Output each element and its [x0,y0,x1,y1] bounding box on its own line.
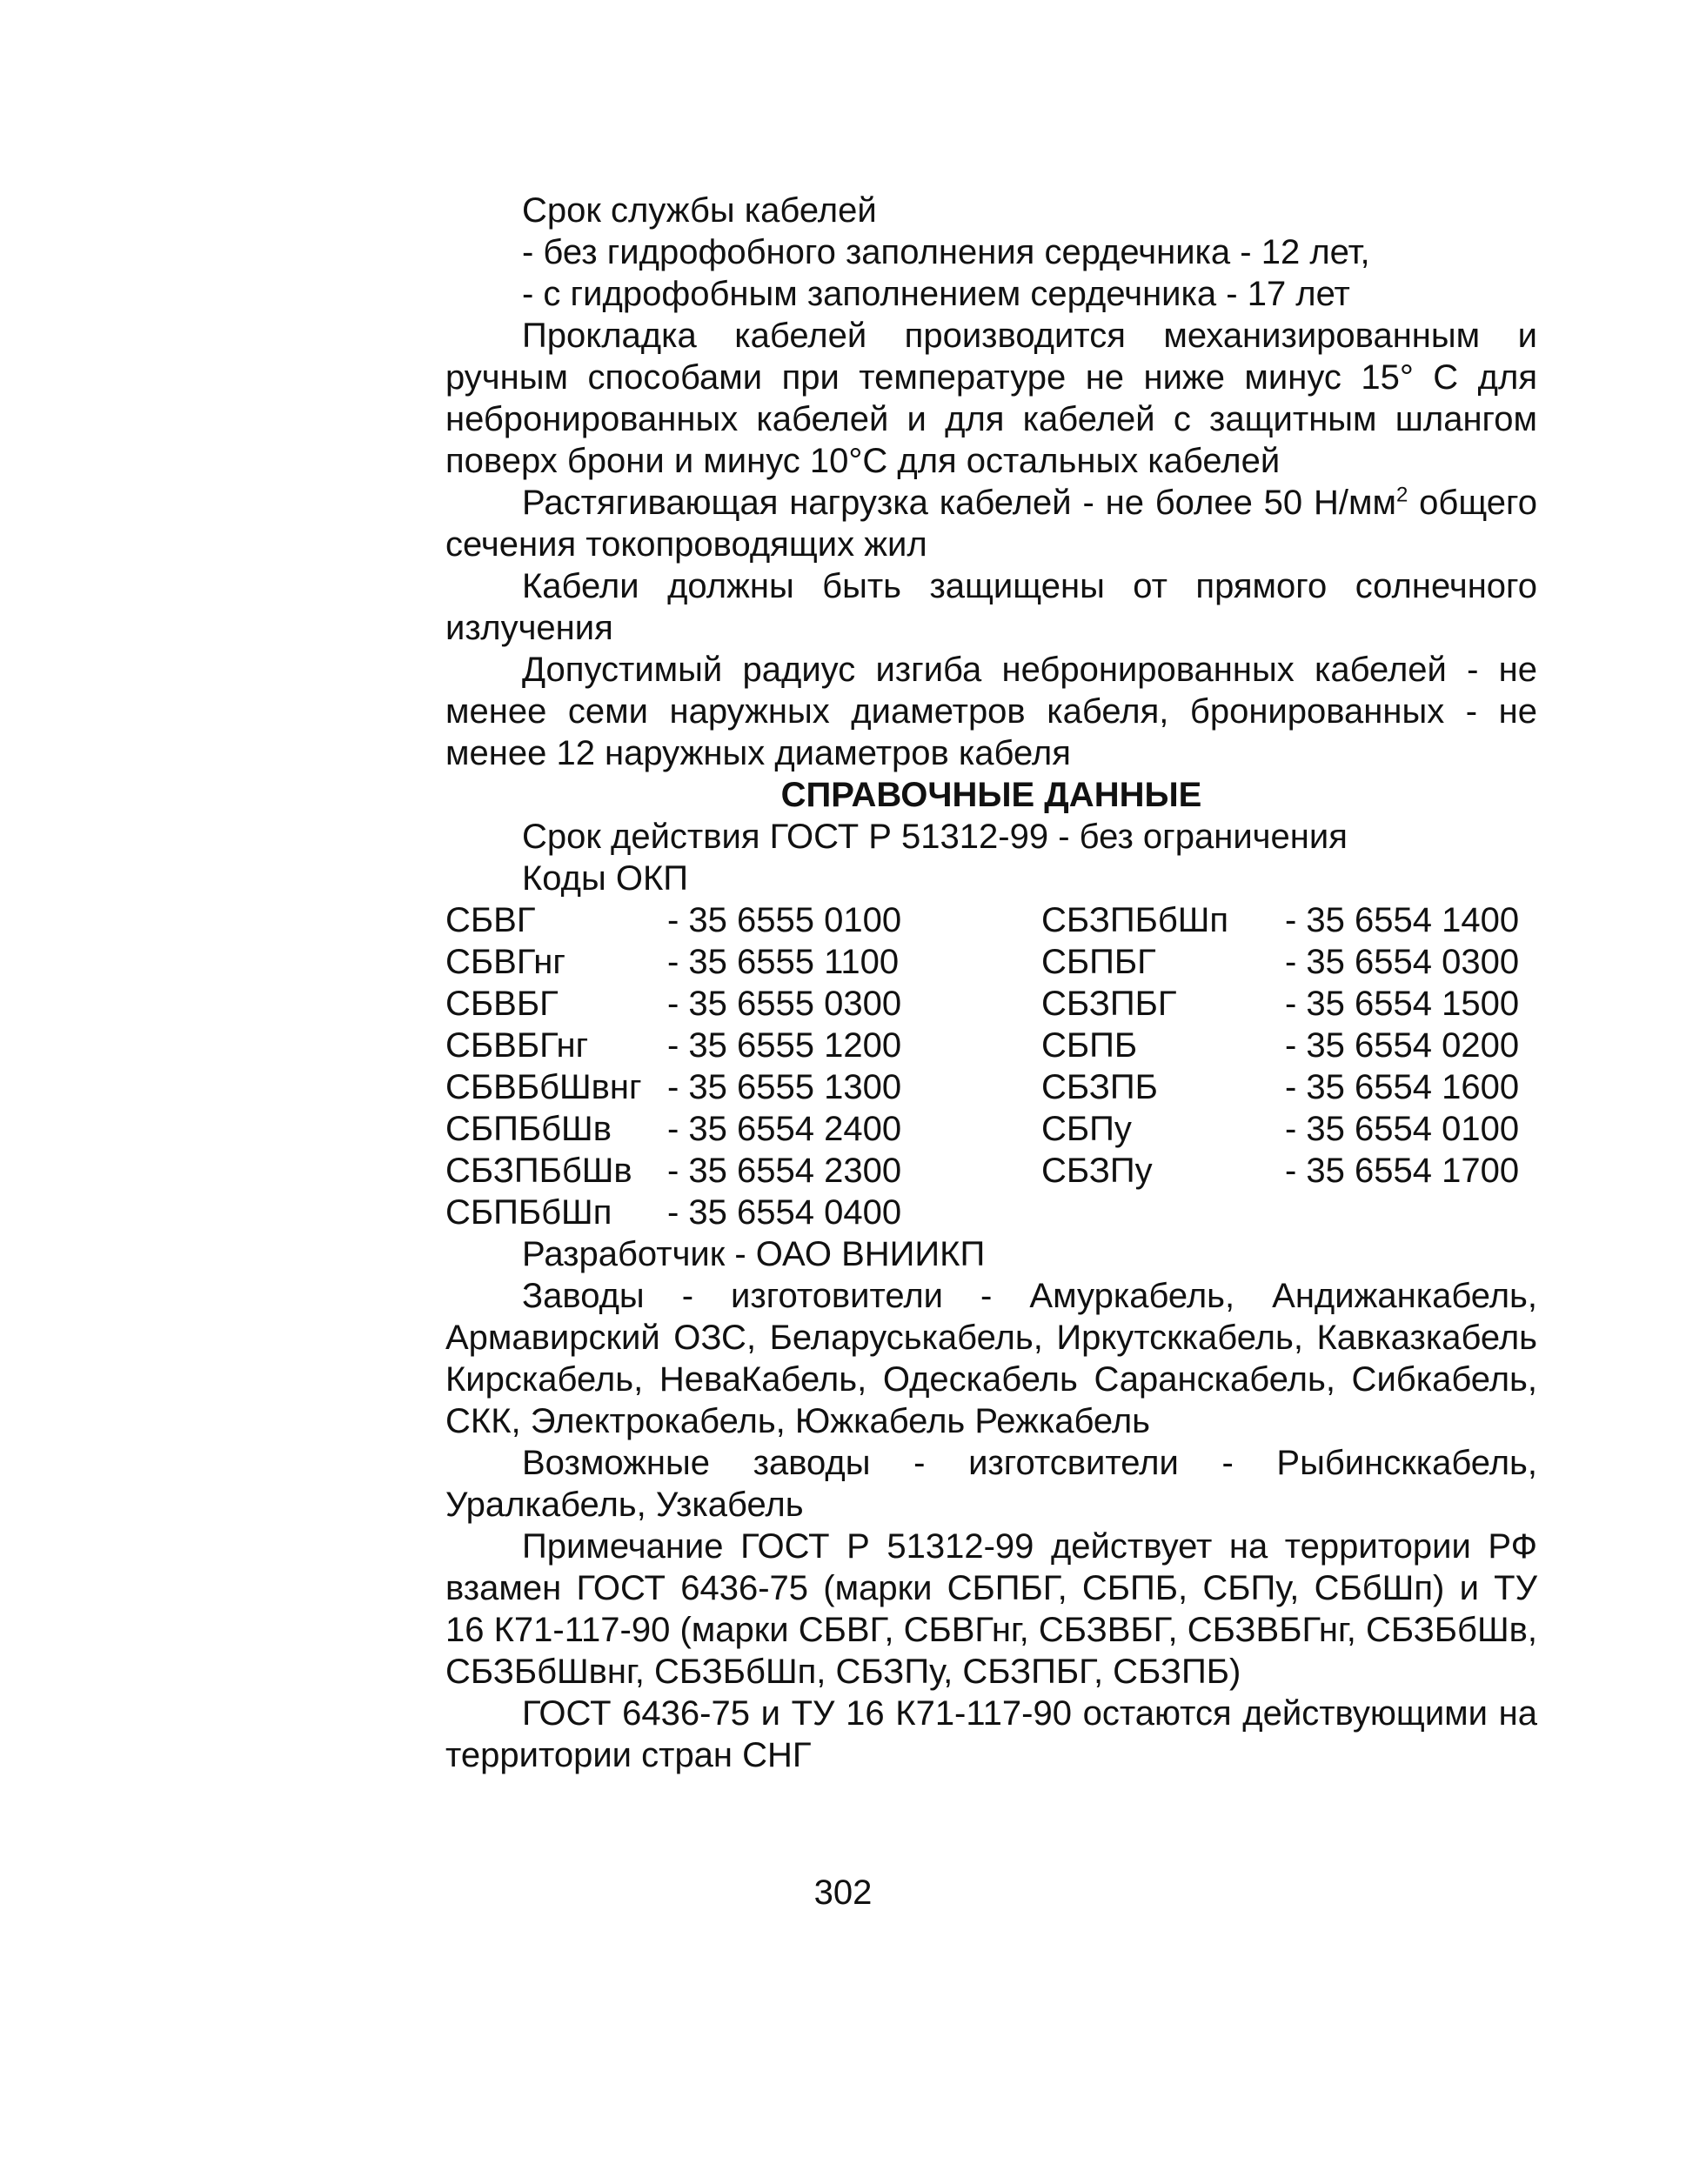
okp-mark: СБЗПБ [1041,1068,1158,1106]
cis-note-paragraph: ГОСТ 6436-75 и ТУ 16 К71-117-90 остаются действующими на территории стран СНГ [445,1694,1537,1774]
okp-mark: СБВБГ [445,985,559,1023]
okp-mark: СБЗПу [1041,1152,1153,1190]
service-life-title: Срок службы кабелей [522,191,877,230]
okp-mark: СБЗПБГ [1041,985,1177,1023]
okp-code: - 35 6554 0400 [667,1193,902,1232]
okp-code: - 35 6555 1300 [667,1068,902,1106]
okp-mark: СБЗПБбШп [1041,901,1229,939]
okp-mark: СБПБбШв [445,1110,612,1148]
reference-heading: СПРАВОЧНЫЕ ДАННЫЕ [780,776,1202,814]
okp-mark: СБВБбШвнг [445,1068,642,1106]
okp-code: - 35 6555 0300 [667,985,902,1023]
okp-mark: СБПБГ [1041,943,1156,981]
manufacturers-paragraph: Заводы - изготовители - Амуркабель, Андижанкабель, Армавирский ОЗС, Беларуськабель, Иркутсккабель, Кавказкабель Кирскабель, НеваКабель, Одескабель Саранскабель, Сибкабель, СКК, Электрокабель, Южкабель Режкабель [445,1277,1537,1440]
okp-mark: СБПБ [1041,1026,1138,1065]
okp-mark: СБПу [1041,1110,1132,1148]
laying-paragraph: Прокладка кабелей производится механизированным и ручным способами при температуре не ниже минус 15° С для небронированных кабелей и для кабелей с защитным шлангом поверх брони и минус 10°С для остальных кабелей [445,317,1537,480]
okp-code: - 35 6554 0300 [1285,943,1520,981]
okp-code: - 35 6555 1100 [667,943,900,981]
okp-empty-cell [1041,1192,1285,1233]
service-life-item-1: - без гидрофобного заполнения сердечника - 12 лет, [522,233,1370,271]
okp-mark: СБПБбШп [445,1193,612,1232]
tension-tail: общего сечения токопроводящих жил [445,484,1537,564]
sun-protection-paragraph: Кабели должны быть защищены от прямого солнечного излучения [445,567,1537,647]
okp-code: - 35 6554 1700 [1285,1152,1520,1190]
okp-empty-cell [1285,1192,1537,1233]
developer-line: Разработчик - ОАО ВНИИКП [522,1235,986,1273]
okp-mark: СБВГнг [445,943,565,981]
okp-code: - 35 6555 0100 [667,901,902,939]
okp-code: - 35 6554 1400 [1285,901,1520,939]
tension-text: Растягивающая нагрузка кабелей - не более 50 Н/мм [522,484,1396,522]
okp-code: - 35 6555 1200 [667,1026,902,1065]
okp-mark: СБЗПБбШв [445,1152,632,1190]
service-life-item-2: - с гидрофобным заполнением сердечника - 17 лет [522,275,1350,313]
okp-codes-table [445,899,1537,1233]
tension-superscript: 2 [1396,483,1408,507]
okp-codes-title: Коды ОКП [522,859,689,898]
validity-line: Срок действия ГОСТ Р 51312-99 - без ограничения [522,818,1348,856]
bend-radius-paragraph: Допустимый радиус изгиба небронированных кабелей - не менее семи наружных диаметров кабеля, бронированных - не менее 12 наружных диаметров кабеля [445,651,1537,772]
okp-code: - 35 6554 2400 [667,1110,902,1148]
okp-mark: СБВБГнг [445,1026,589,1065]
body-text [445,190,1537,1776]
page-number: 302 [813,1873,873,1912]
okp-mark: СБВГ [445,901,536,939]
possible-manufacturers-paragraph: Возможные заводы - изготсвители - Рыбинсккабель, Уралкабель, Узкабель [445,1444,1537,1524]
okp-code: - 35 6554 1600 [1285,1068,1520,1106]
okp-code: - 35 6554 2300 [667,1152,902,1190]
okp-code: - 35 6554 1500 [1285,985,1520,1023]
note-paragraph: Примечание ГОСТ Р 51312-99 действует на территории РФ взамен ГОСТ 6436-75 (марки СБПБГ, СБПБ, СБПу, СБбШп) и ТУ 16 К71-117-90 (марки СБВГ, СБВГнг, СБЗВБГ, СБЗВБГнг, СБЗБбШв, СБЗБбШвнг, СБЗБбШп, СБЗПу, СБЗПБГ, СБЗПБ) [445,1527,1537,1691]
tension-paragraph [445,482,1537,565]
okp-code: - 35 6554 0200 [1285,1026,1520,1065]
okp-code: - 35 6554 0100 [1285,1110,1520,1148]
